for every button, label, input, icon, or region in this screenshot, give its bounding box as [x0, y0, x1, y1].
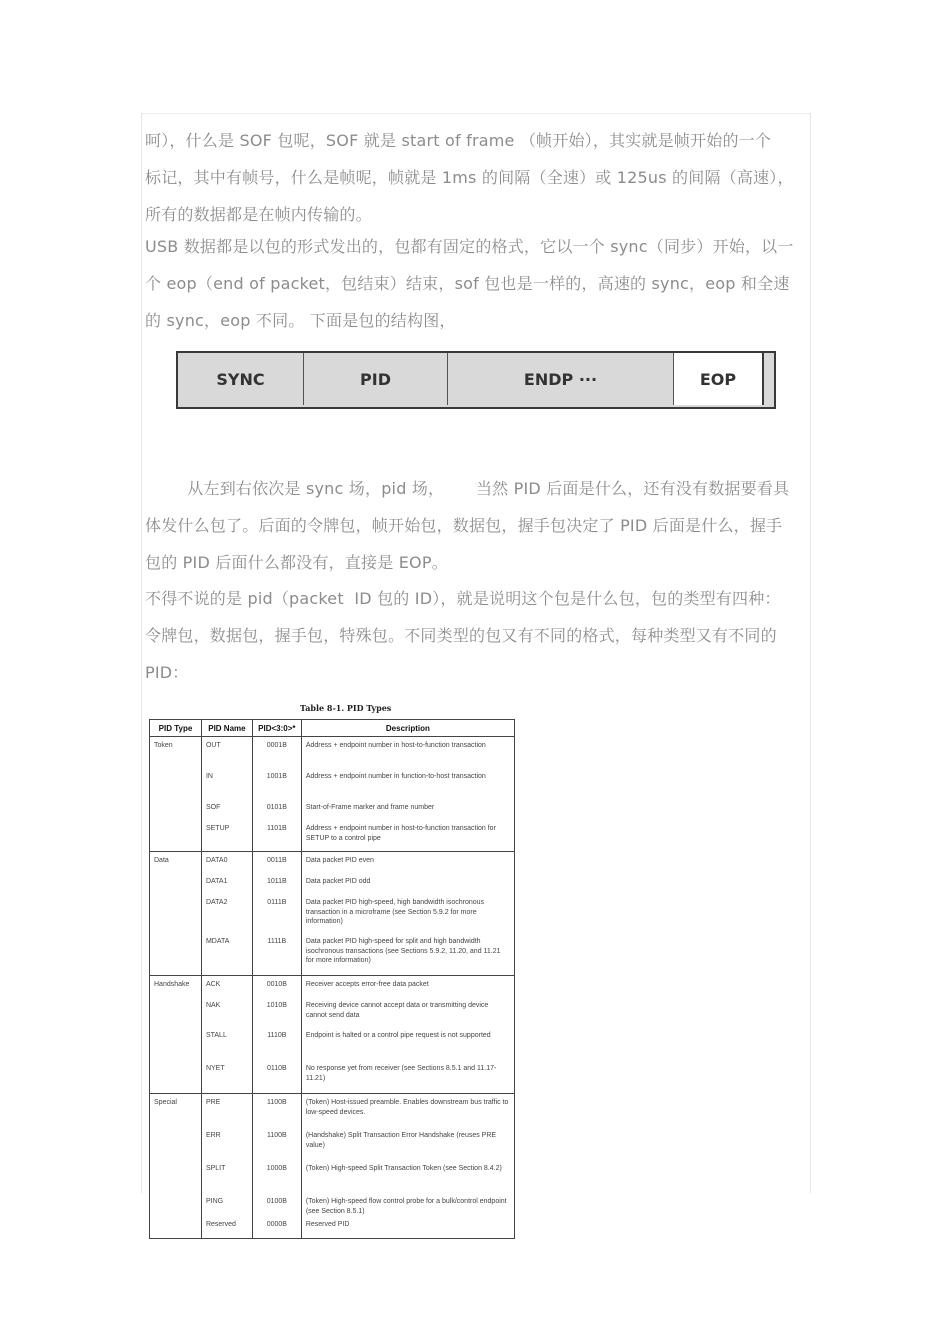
- pid-code-cell: [252, 976, 301, 998]
- packet-field-pid: PID: [304, 353, 448, 405]
- text-line: 呵），什么是 SOF 包呢，SOF 就是 start of frame （帧开始），其实就是帧开始的一个: [145, 131, 772, 150]
- pid-code-cell: [252, 1027, 301, 1060]
- table-body: [150, 737, 515, 1239]
- pid-name-cell: [201, 1216, 252, 1239]
- pid-code-cell-text: 0100B: [266, 1198, 287, 1205]
- pid-code-cell: [252, 737, 301, 769]
- table-row: [150, 820, 515, 852]
- pid-code-cell-text: 1111B: [267, 938, 287, 945]
- pid-description-cell: [301, 852, 514, 874]
- pid-code-cell-text: 1110B: [267, 1032, 287, 1039]
- pid-description-cell: [301, 894, 514, 933]
- pid-name-cell: [201, 933, 252, 976]
- pid-code-cell-text: 1100B: [266, 1099, 287, 1106]
- pid-description-cell-text: (Handshake) Split Transaction Error Handshake (reuses PRE value): [305, 1132, 497, 1149]
- pid-name-cell-text: SOF: [205, 804, 221, 811]
- pid-name-cell-text: ERR: [205, 1132, 221, 1139]
- pid-name-cell: [201, 976, 252, 998]
- pid-code-cell-text: 1010B: [266, 1002, 287, 1009]
- pid-code-cell-text: 0101B: [266, 804, 287, 811]
- pid-code-cell: [252, 820, 301, 852]
- pid-code-cell: [252, 1193, 301, 1216]
- pid-name-cell: [201, 1027, 252, 1060]
- pid-description-cell: [301, 768, 514, 799]
- pid-description-cell: [301, 820, 514, 852]
- table-caption: Table 8-1. PID Types: [300, 703, 392, 713]
- text-line: 标记，其中有帧号，什么是帧呢，帧就是 1ms 的间隔（全速）或 125us 的间隔（高速），: [145, 168, 794, 187]
- pid-code-cell-text: 1001B: [266, 773, 287, 780]
- pid-description-cell: [301, 1027, 514, 1060]
- table-row: [150, 737, 515, 769]
- pid-code-cell: [252, 1060, 301, 1094]
- pid-description-cell-text: Data packet PID high-speed, high bandwidth isochronous transaction in a microframe (see Section 5.9.2 for more information): [305, 899, 485, 925]
- pid-type-cell: [150, 1193, 202, 1216]
- packet-field-endp: ENDP ···: [448, 353, 674, 405]
- pid-code-cell: [252, 1127, 301, 1160]
- pid-description-cell: [301, 1193, 514, 1216]
- pid-name-cell-text: IN: [205, 773, 213, 780]
- text-line: 令牌包，数据包，握手包，特殊包。不同类型的包又有不同的格式，每种类型又有不同的: [145, 626, 777, 645]
- pid-description-cell-text: (Token) Host-issued preamble. Enables downstream bus traffic to low-speed devices.: [305, 1099, 509, 1116]
- pid-type-cell-text: Handshake: [154, 981, 190, 988]
- pid-name-cell: [201, 768, 252, 799]
- table-header-row: [150, 720, 515, 737]
- pid-type-cell: [150, 737, 202, 769]
- text-line: 个 eop（end of packet，包结束）结束，sof 包也是一样的，高速的 sync，eop 和全速: [145, 274, 790, 293]
- paragraph-packet-format: [145, 228, 807, 339]
- pid-type-cell: [150, 1094, 202, 1128]
- text-line: 包的 PID 后面什么都没有，直接是 EOP。: [145, 553, 448, 572]
- table-row: [150, 933, 515, 976]
- pid-type-cell-text: Special: [154, 1099, 177, 1106]
- pid-type-cell-text: Token: [154, 742, 173, 749]
- pid-description-cell: [301, 873, 514, 894]
- pid-name-cell: [201, 820, 252, 852]
- pid-code-cell: [252, 873, 301, 894]
- pid-name-cell: [201, 1060, 252, 1094]
- table-row: [150, 1094, 515, 1128]
- pid-type-cell: [150, 873, 202, 894]
- table-row: [150, 894, 515, 933]
- packet-field-eop: EOP: [674, 353, 764, 405]
- table-row: [150, 799, 515, 820]
- pid-name-cell-text: DATA1: [205, 878, 228, 885]
- pid-type-cell: [150, 1127, 202, 1160]
- pid-code-cell-text: 0110B: [266, 1065, 287, 1072]
- pid-name-cell-text: STALL: [205, 1032, 227, 1039]
- pid-code-cell-text: 0111B: [267, 899, 287, 906]
- pid-type-cell: [150, 894, 202, 933]
- pid-description-cell-text: Address + endpoint number in host-to-function transaction: [305, 742, 486, 749]
- pid-code-cell-text: 0010B: [266, 981, 287, 988]
- text-line: USB 数据都是以包的形式发出的，包都有固定的格式，它以一个 sync（同步）开始，以一: [145, 237, 794, 256]
- pid-name-cell-text: DATA2: [205, 899, 228, 906]
- pid-type-cell-text: Data: [154, 857, 169, 864]
- pid-type-cell: [150, 768, 202, 799]
- pid-name-cell: [201, 997, 252, 1027]
- paragraph-sof-intro: [145, 122, 807, 233]
- pid-description-cell-text: Address + endpoint number in function-to-host transaction: [305, 773, 486, 780]
- pid-description-cell-text: (Token) High-speed flow control probe for a bulk/control endpoint (see Section 8.5.1): [305, 1198, 507, 1215]
- pid-description-cell-text: Endpoint is halted or a control pipe request is not supported: [305, 1032, 491, 1039]
- pid-code-cell-text: 0000B: [266, 1221, 287, 1228]
- pid-code-cell: [252, 933, 301, 976]
- paragraph-pid-types: [145, 580, 807, 691]
- pid-type-cell: [150, 1216, 202, 1239]
- pid-description-cell-text: (Token) High-speed Split Transaction Token (see Section 8.4.2): [305, 1165, 502, 1172]
- pid-type-cell: [150, 997, 202, 1027]
- pid-name-cell: [201, 894, 252, 933]
- table-row: [150, 852, 515, 874]
- table-row: [150, 1216, 515, 1239]
- pid-code-cell-text: 1000B: [266, 1165, 287, 1172]
- pid-name-cell-text: NYET: [205, 1065, 225, 1072]
- column-header-pid-bits: PID<3:0>*: [252, 720, 301, 737]
- packet-field-sync: SYNC: [178, 353, 304, 405]
- pid-description-cell: [301, 976, 514, 998]
- pid-name-cell: [201, 852, 252, 874]
- pid-description-cell-text: No response yet from receiver (see Sections 8.5.1 and 11.17-11.21): [305, 1065, 497, 1082]
- pid-name-cell-text: ACK: [205, 981, 221, 988]
- text-line: 所有的数据都是在帧内传输的。: [145, 205, 372, 224]
- table-row: [150, 976, 515, 998]
- pid-name-cell-text: DATA0: [205, 857, 228, 864]
- pid-code-cell: [252, 894, 301, 933]
- pid-name-cell: [201, 1193, 252, 1216]
- column-header-description: Description: [301, 720, 514, 737]
- pid-code-cell: [252, 799, 301, 820]
- text-line: 从左到右依次是 sync 场，pid 场， 当然 PID 后面是什么，还有没有数据要看具: [145, 479, 790, 498]
- pid-type-cell: [150, 799, 202, 820]
- pid-name-cell-text: OUT: [205, 742, 221, 749]
- pid-code-cell-text: 0001B: [266, 742, 287, 749]
- table-row: [150, 997, 515, 1027]
- pid-description-cell: [301, 1060, 514, 1094]
- text-line: 的 sync，eop 不同。 下面是包的结构图，: [145, 311, 456, 330]
- pid-name-cell-text: MDATA: [205, 938, 230, 945]
- pid-code-cell-text: 1101B: [266, 825, 287, 832]
- pid-code-cell-text: 1011B: [266, 878, 287, 885]
- pid-description-cell: [301, 1094, 514, 1128]
- table-row: [150, 1060, 515, 1094]
- pid-description-cell: [301, 1160, 514, 1193]
- table-row: [150, 768, 515, 799]
- text-line: 体发什么包了。后面的令牌包，帧开始包，数据包，握手包决定了 PID 后面是什么，握手: [145, 516, 783, 535]
- pid-name-cell-text: NAK: [205, 1002, 221, 1009]
- pid-code-cell: [252, 852, 301, 874]
- column-header-pid-name: PID Name: [201, 720, 252, 737]
- table-row: [150, 1160, 515, 1193]
- pid-code-cell: [252, 1094, 301, 1128]
- pid-name-cell-text: PING: [205, 1198, 224, 1205]
- column-header-pid-type: PID Type: [150, 720, 202, 737]
- pid-description-cell-text: Receiving device cannot accept data or transmitting device cannot send data: [305, 1002, 489, 1019]
- pid-type-cell: [150, 1160, 202, 1193]
- table-row: [150, 1127, 515, 1160]
- pid-description-cell-text: Data packet PID odd: [305, 878, 371, 885]
- pid-code-cell: [252, 997, 301, 1027]
- pid-description-cell-text: Address + endpoint number in host-to-function transaction for SETUP to a control pipe: [305, 825, 496, 842]
- packet-structure-diagram: [176, 351, 774, 407]
- table-row: [150, 1193, 515, 1216]
- pid-name-cell: [201, 1127, 252, 1160]
- paragraph-fields-explained: [145, 470, 807, 581]
- pid-name-cell-text: SPLIT: [205, 1165, 226, 1172]
- text-line: 不得不说的是 pid（packet ID 包的 ID），就是说明这个包是什么包，包的类型有四种：: [145, 589, 781, 608]
- pid-type-cell: [150, 933, 202, 976]
- pid-code-cell: [252, 1216, 301, 1239]
- table-row: [150, 873, 515, 894]
- pid-name-cell-text: PRE: [205, 1099, 221, 1106]
- pid-name-cell-text: SETUP: [205, 825, 230, 832]
- pid-description-cell: [301, 737, 514, 769]
- pid-code-cell: [252, 1160, 301, 1193]
- pid-description-cell-text: Start-of-Frame marker and frame number: [305, 804, 435, 811]
- pid-description-cell: [301, 997, 514, 1027]
- pid-name-cell: [201, 1094, 252, 1128]
- pid-type-cell: [150, 1060, 202, 1094]
- pid-code-cell-text: 0011B: [266, 857, 287, 864]
- pid-name-cell-text: Reserved: [205, 1221, 236, 1228]
- pid-name-cell: [201, 799, 252, 820]
- pid-code-cell-text: 1100B: [266, 1132, 287, 1139]
- table-row: [150, 1027, 515, 1060]
- pid-description-cell-text: Receiver accepts error-free data packet: [305, 981, 429, 988]
- pid-description-cell: [301, 799, 514, 820]
- pid-name-cell: [201, 873, 252, 894]
- pid-description-cell-text: Reserved PID: [305, 1221, 350, 1228]
- pid-code-cell: [252, 768, 301, 799]
- pid-description-cell-text: Data packet PID even: [305, 857, 374, 864]
- text-line: PID：: [145, 663, 189, 682]
- pid-type-cell: [150, 820, 202, 852]
- pid-description-cell: [301, 933, 514, 976]
- pid-types-table: [149, 719, 515, 1239]
- pid-description-cell-text: Data packet PID high-speed for split and high bandwidth isochronous transactions (see Sections 5.9.2, 11.20, and 11.21 for more information): [305, 938, 501, 964]
- pid-type-cell: [150, 852, 202, 874]
- pid-type-cell: [150, 976, 202, 998]
- pid-description-cell: [301, 1216, 514, 1239]
- pid-name-cell: [201, 1160, 252, 1193]
- pid-description-cell: [301, 1127, 514, 1160]
- pid-type-cell: [150, 1027, 202, 1060]
- pid-name-cell: [201, 737, 252, 769]
